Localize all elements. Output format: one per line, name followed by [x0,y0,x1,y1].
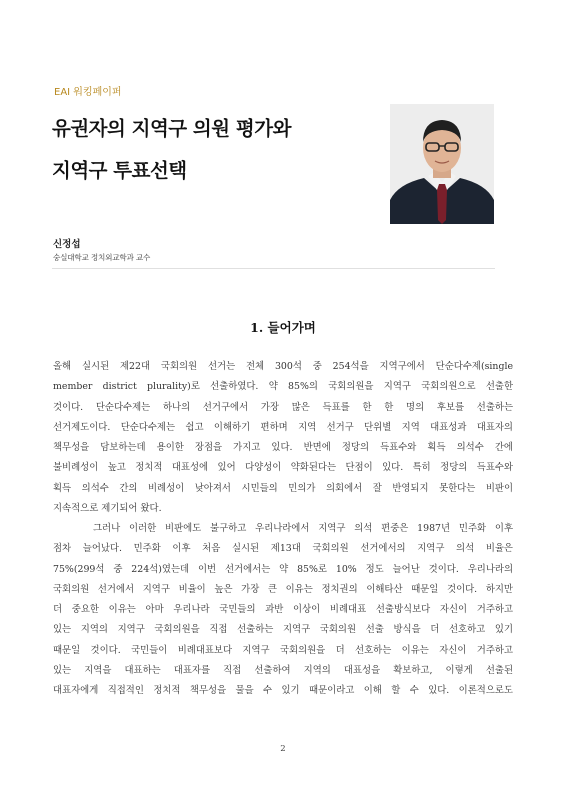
text-line: 책무성을 담보하는데 용이한 장점을 가지고 있다. 반면에 정당의 득표수와 획득 의석수 간에 [53,442,513,453]
page-title-line-1: 유권자의 지역구 의원 평가와 [52,117,291,140]
section-heading: 1. 들어가며 [250,320,316,335]
body-text [53,357,513,701]
text-line: 더 중요한 이유는 아마 우리나라 국민들의 과반 이상이 비례대표 선출방식보다 자신이 거주하고 [53,604,513,615]
text-line: 75%(299석 중 224석)였는데 이번 선거에서는 약 85%로 10% 정도 늘어난 것이다. 우리나라의 [53,563,513,575]
text-line: 선거제도이다. 단순다수제는 쉽고 이해하기 편하며 지역 선거구 단위별 지역 대표성과 대표자의 [53,421,513,433]
text-line: 대표자에게 직접적인 정치적 책무성을 물을 수 있기 때문이라고 이해 할 수 있다. 이론적으로도 [53,685,513,696]
text-line: 지속적으로 제기되어 왔다. [53,502,162,514]
text-line: 그러나 이러한 비판에도 불구하고 우리나라에서 지역구 의석 편중은 1987년 민주화 이후 [93,523,513,534]
series-label: EAI 워킹페이퍼 [54,87,122,98]
text-line: 있는 지역을 대표하는 대표자를 직접 선출하여 지역의 대표성을 확보하고, 이렇게 선출된 [53,664,513,676]
text-line: 국회의원 선거에서 지역구 비율이 높은 가장 큰 이유는 정치권의 이해타산 때문일 것이다. 하지만 [53,583,513,595]
header-divider [52,268,495,269]
text-line: 때문일 것이다. 국민들이 비례대표보다 지역구 국회의원을 더 선호하는 이유는 자신이 거주하고 [53,644,513,656]
author-name: 신정섭 [53,239,81,250]
author-affiliation: 숭실대학교 정치외교학과 교수 [53,253,151,262]
text-line: 것이다. 단순다수제는 하나의 선거구에서 가장 많은 득표를 한 한 명의 후보를 선출하는 [53,401,513,413]
author-photo [390,104,494,224]
text-line: 점차 늘어났다. 민주화 이후 처음 실시된 제13대 국회의원 선거에서의 지역구 의석 비율은 [53,543,513,555]
text-line: member district plurality)로 선출하였다. 약 85%의 국회의원을 지역구 국회의원으로 선출한 [53,381,513,393]
text-line: 획득 의석수 간의 비례성이 낮아져서 시민들의 민의가 의회에서 잘 반영되지 못한다는 비판이 [53,482,513,494]
text-line: 불비례성이 높고 정치적 대표성에 있어 다양성이 약화된다는 단점이 있다. 특히 정당의 득표수와 [53,462,513,474]
paragraph-2 [53,519,513,701]
page-title-line-2: 지역구 투표선택 [52,159,187,182]
text-line: 올해 실시된 제22대 국회의원 선거는 전체 300석 중 254석을 지역구에서 단순다수제(single [53,361,513,372]
text-line: 있는 지역의 지역구 국회의원을 직접 선출하는 지역구 국회의원 선출 방식을 더 선호하고 있기 [53,624,513,636]
paragraph-1 [53,357,513,519]
page-number: 2 [280,744,286,754]
